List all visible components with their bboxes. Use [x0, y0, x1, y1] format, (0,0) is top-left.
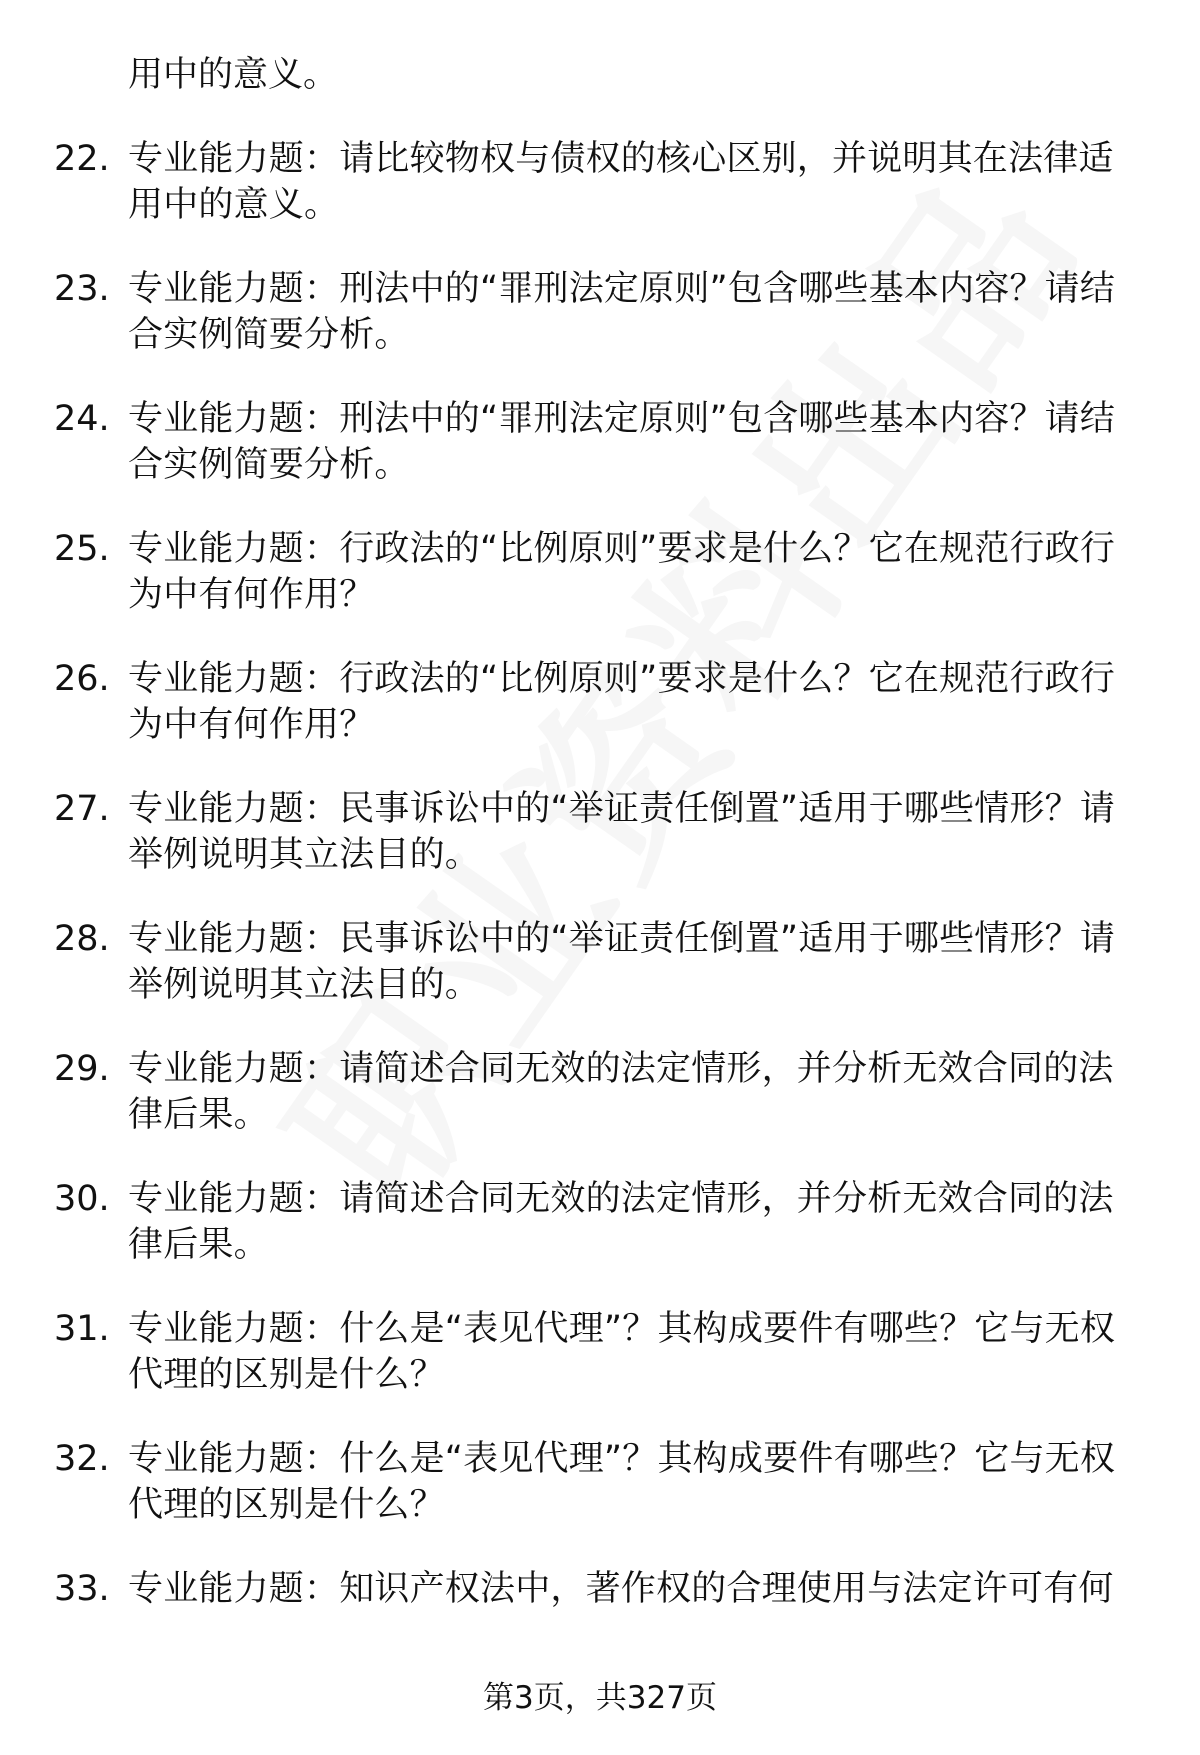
- question-text: 专业能力题：民事诉讼中的“举证责任倒置”适用于哪些情形？请举例说明其立法目的。: [128, 789, 1116, 875]
- question-text: 专业能力题：刑法中的“罪刑法定原则”包含哪些基本内容？请结合实例简要分析。: [128, 269, 1116, 355]
- question-text: 专业能力题：行政法的“比例原则”要求是什么？它在规范行政行为中有何作用？: [128, 659, 1116, 745]
- question-item: [0, 1306, 1200, 1398]
- question-item: [0, 656, 1200, 748]
- question-number: 24.: [54, 399, 110, 439]
- question-item: [0, 1566, 1200, 1612]
- question-text: 专业能力题：民事诉讼中的“举证责任倒置”适用于哪些情形？请举例说明其立法目的。: [128, 919, 1116, 1005]
- question-item: [0, 266, 1200, 358]
- question-item: [0, 1176, 1200, 1268]
- question-text: 专业能力题：请比较物权与债权的核心区别，并说明其在法律适用中的意义。: [128, 139, 1114, 225]
- continuation-text: 用中的意义。: [128, 55, 339, 95]
- question-text: 专业能力题：请简述合同无效的法定情形，并分析无效合同的法律后果。: [128, 1179, 1114, 1265]
- question-number: 28.: [54, 919, 110, 959]
- question-item: [0, 786, 1200, 878]
- question-item: [0, 1046, 1200, 1138]
- question-item: [0, 136, 1200, 228]
- question-text: 专业能力题：请简述合同无效的法定情形，并分析无效合同的法律后果。: [128, 1049, 1114, 1135]
- question-item: [0, 396, 1200, 488]
- question-list: [0, 52, 1200, 1650]
- question-text: 专业能力题：什么是“表见代理”？其构成要件有哪些？它与无权代理的区别是什么？: [128, 1309, 1116, 1395]
- question-number: 33.: [54, 1569, 110, 1609]
- question-item: [0, 916, 1200, 1008]
- question-text: 专业能力题：行政法的“比例原则”要求是什么？它在规范行政行为中有何作用？: [128, 529, 1116, 615]
- question-number: 29.: [54, 1049, 110, 1089]
- question-number: 32.: [54, 1439, 110, 1479]
- question-item: [0, 526, 1200, 618]
- question-number: 26.: [54, 659, 110, 699]
- question-text: 专业能力题：什么是“表见代理”？其构成要件有哪些？它与无权代理的区别是什么？: [128, 1439, 1116, 1525]
- question-number: 27.: [54, 789, 110, 829]
- page-footer: 第3页，共327页: [483, 1680, 717, 1716]
- question-number: 22.: [54, 139, 110, 179]
- question-text: 专业能力题：知识产权法中，著作权的合理使用与法定许可有何: [128, 1569, 1114, 1609]
- question-number: 25.: [54, 529, 110, 569]
- question-text: 专业能力题：刑法中的“罪刑法定原则”包含哪些基本内容？请结合实例简要分析。: [128, 399, 1116, 485]
- question-item: [0, 1436, 1200, 1528]
- question-number: 23.: [54, 269, 110, 309]
- question-number: 30.: [54, 1179, 110, 1219]
- question-number: 31.: [54, 1309, 110, 1349]
